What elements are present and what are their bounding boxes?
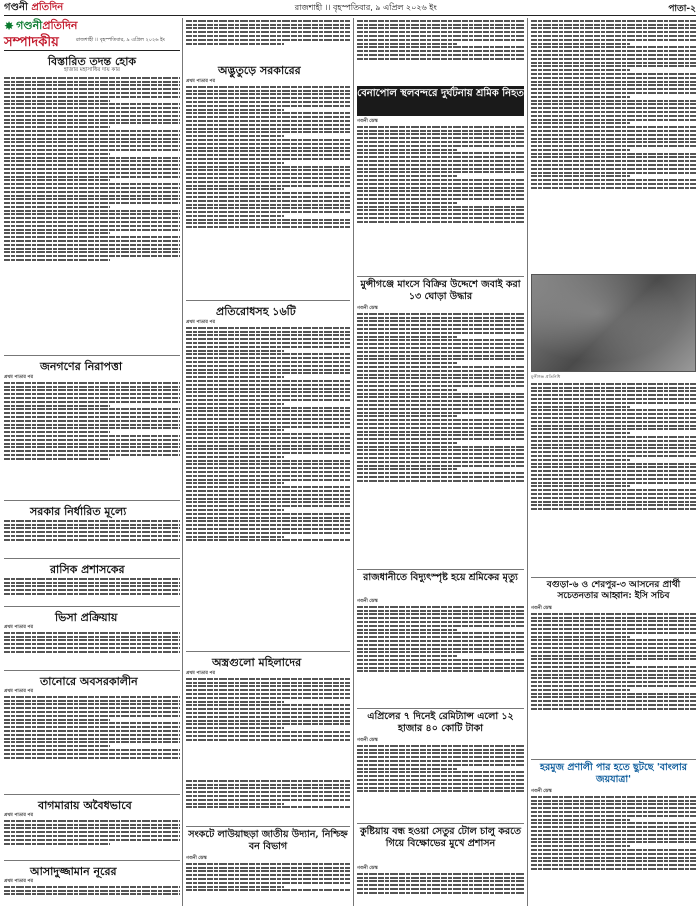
article-body [186,18,350,60]
article-headline: অস্ত্রগুলো মহিলাদের [212,656,302,669]
article-headline: কুষ্টিয়ায় বন্ধ হওয়া সেতুর টোল চালু করতে গিয়ে বিক্ষোভের মুখে প্রশাসন [359,826,522,849]
photo-caption: মুন্সীগঞ্জ প্রতিনিধি [531,374,561,379]
divider [531,759,696,760]
article-body [357,871,524,906]
article-byline: প্রথম পাতার পর [186,320,215,325]
editorial-subhead: হাজার মহাসাধির দায় কার [64,67,120,73]
article-body [357,124,524,274]
article-byline: গণ্ডনী ডেস্ক [531,789,552,794]
article-body [186,84,350,298]
article-byline: প্রথম পাতার পর [186,79,215,84]
divider [4,500,180,501]
article-body [531,381,696,575]
article-byline: প্রথম পাতার পর [4,375,33,380]
article-byline: প্রথম পাতার পর [186,671,215,676]
column-divider [527,18,528,906]
article-body [531,794,696,906]
article-body [4,380,180,498]
article-headline-banner: বেনাপোল স্থলবন্দরে দুর্ঘটনায় শ্রমিক নিহত [357,86,524,116]
logo-part1: গণ্ডনী [4,2,28,13]
article-body [186,861,350,906]
article-byline: গণ্ডনী ডেস্ক [357,306,378,311]
editorial-date: রাজশাহী ।। বৃহস্পতিবার, ৯ এপ্রিল ২০২৬ ইং [76,37,165,43]
article-headline: বাগমারায় অবৈধভাবে [38,799,132,812]
article-headline: মুন্সীগঞ্জে মাংসে বিক্রির উদ্দেশে জবাই করা ১৩ ঘোড়া উদ্ধার [360,279,521,302]
article-headline: প্রতিরোধসহ ১৬টি [216,305,296,318]
editorial-logo-part1: গণ্ডনী [16,18,43,32]
article-byline: গণ্ডনী ডেস্ক [531,606,552,611]
divider [4,860,180,861]
article-body [357,743,524,821]
article-headline: রাসিক প্রশাসকের [50,563,125,576]
news-photo [531,274,696,372]
article-body [531,611,696,757]
article-headline: অদ্ভুতুড়ে সরকারের [218,64,301,77]
divider [186,826,350,827]
masthead-logo [4,0,63,17]
article-byline: গণ্ডনী ডেস্ক [357,599,378,604]
article-body [4,884,180,906]
column-divider [182,18,183,906]
article-body [4,694,180,792]
page-number: পাতা-২ [668,4,696,14]
article-byline: গণ্ডনী ডেস্ক [357,119,378,124]
article-headline: ভিসা প্রক্রিয়ায় [55,611,118,624]
article-byline: গণ্ডনী ডেস্ক [357,866,378,871]
article-byline: প্রথম পাতার পর [4,625,33,630]
divider [4,50,180,51]
article-body [4,818,180,858]
article-body [4,630,180,668]
article-body [186,325,350,649]
article-headline: জনগণের নিরাপত্তা [40,360,123,373]
article-body [357,18,524,84]
editorial-headline: বিস্তারিত তদন্ত হোক [47,55,137,68]
divider [186,300,350,301]
article-headline: সরকার নির্ধারিত মূল্যে [30,505,127,518]
divider [357,823,524,824]
article-byline: গণ্ডনী ডেস্ক [357,738,378,743]
article-headline: হরমুজ প্রণালী পার হতে ছুটছে 'বাংলার জয়যাত্রা' [540,762,687,785]
article-body [357,604,524,706]
logo-part2: প্রতিদিন [31,2,64,13]
article-body [186,676,350,774]
article-headline: তানোরে অবসরকালীন [40,675,138,688]
divider [4,558,180,559]
article-headline: বগুড়া-৬ ও শেরপুর-৩ আসনের প্রার্থী সচেতনতার আহ্বান: ইসি সচিব [546,580,681,601]
editorial-section-title: সম্পাদকীয় [4,35,59,50]
article-body [357,311,524,567]
article-headline: এপ্রিলের ৭ দিনেই রেমিট্যান্স এলো ১২ হাজার ৪০ কোটি টাকা [367,711,514,734]
article-byline: প্রথম পাতার পর [4,813,33,818]
article-headline: সংকটে লাউয়াছড়া জাতীয় উদ্যান, নিশ্চিহ্ন বন বিভাগ [188,829,348,852]
article-byline: প্রথম পাতার পর [4,879,33,884]
star-icon: ✸ [4,19,15,33]
article-body [531,18,696,270]
article-headline: রাজধানীতে বিদ্যুৎস্পৃষ্ট হয়ে শ্রমিকের মৃত্যু [363,572,518,583]
divider [4,606,180,607]
article-headline: আসাদুজ্জামান নূরের [30,865,117,878]
editorial-logo-part2: প্রতিদিন [42,18,78,32]
column-divider [353,18,354,906]
divider [357,708,524,709]
editorial-logo [4,18,180,34]
article-body [186,778,350,824]
divider [531,577,696,578]
divider [4,794,180,795]
divider [4,355,180,356]
divider [4,670,180,671]
article-byline: প্রথম পাতার পর [4,689,33,694]
divider [186,651,350,652]
divider [357,276,524,277]
editorial-body [4,75,180,353]
article-body [4,518,180,556]
article-byline: গণ্ডনী ডেস্ক [186,856,207,861]
page-header [4,2,696,16]
divider [357,569,524,570]
article-body [4,576,180,604]
header-dateline: রাজশাহী ।। বৃহস্পতিবার, ৯ এপ্রিল ২০২৬ ইং [294,3,437,12]
